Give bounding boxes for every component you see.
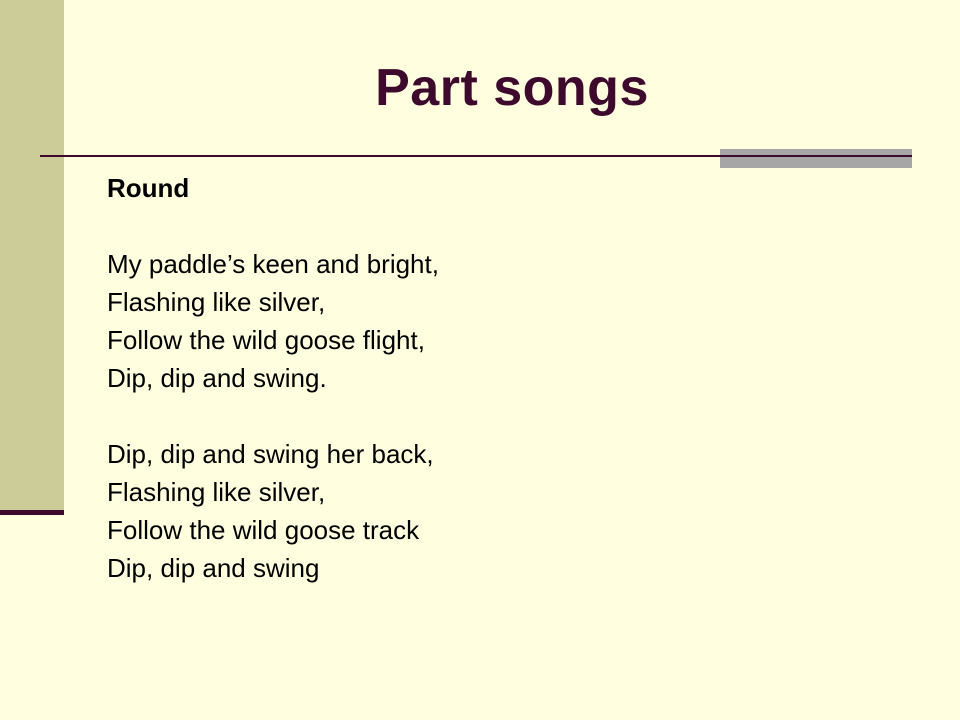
side-bar-accent (0, 510, 64, 515)
lyric-line: Dip, dip and swing her back, (107, 439, 434, 469)
section-heading: Round (107, 173, 190, 203)
lyric-line: Dip, dip and swing (107, 553, 320, 583)
lyric-line: Follow the wild goose track (107, 515, 420, 545)
lyric-line: Flashing like silver, (107, 287, 326, 317)
spacer (107, 207, 707, 245)
spacer (107, 397, 707, 435)
slide-body (107, 169, 707, 587)
title-underline-accent-bottom (720, 157, 912, 168)
lyric-line: Dip, dip and swing. (107, 363, 327, 393)
stanza-1 (107, 245, 707, 397)
lyric-line: Follow the wild goose flight, (107, 325, 425, 355)
lyric-line: Flashing like silver, (107, 477, 326, 507)
slide-title: Part songs (375, 59, 649, 117)
lyric-line: My paddle’s keen and bright, (107, 249, 439, 279)
title-underline-accent-top (720, 149, 912, 155)
side-bar-decoration (0, 0, 64, 510)
stanza-2 (107, 435, 707, 587)
